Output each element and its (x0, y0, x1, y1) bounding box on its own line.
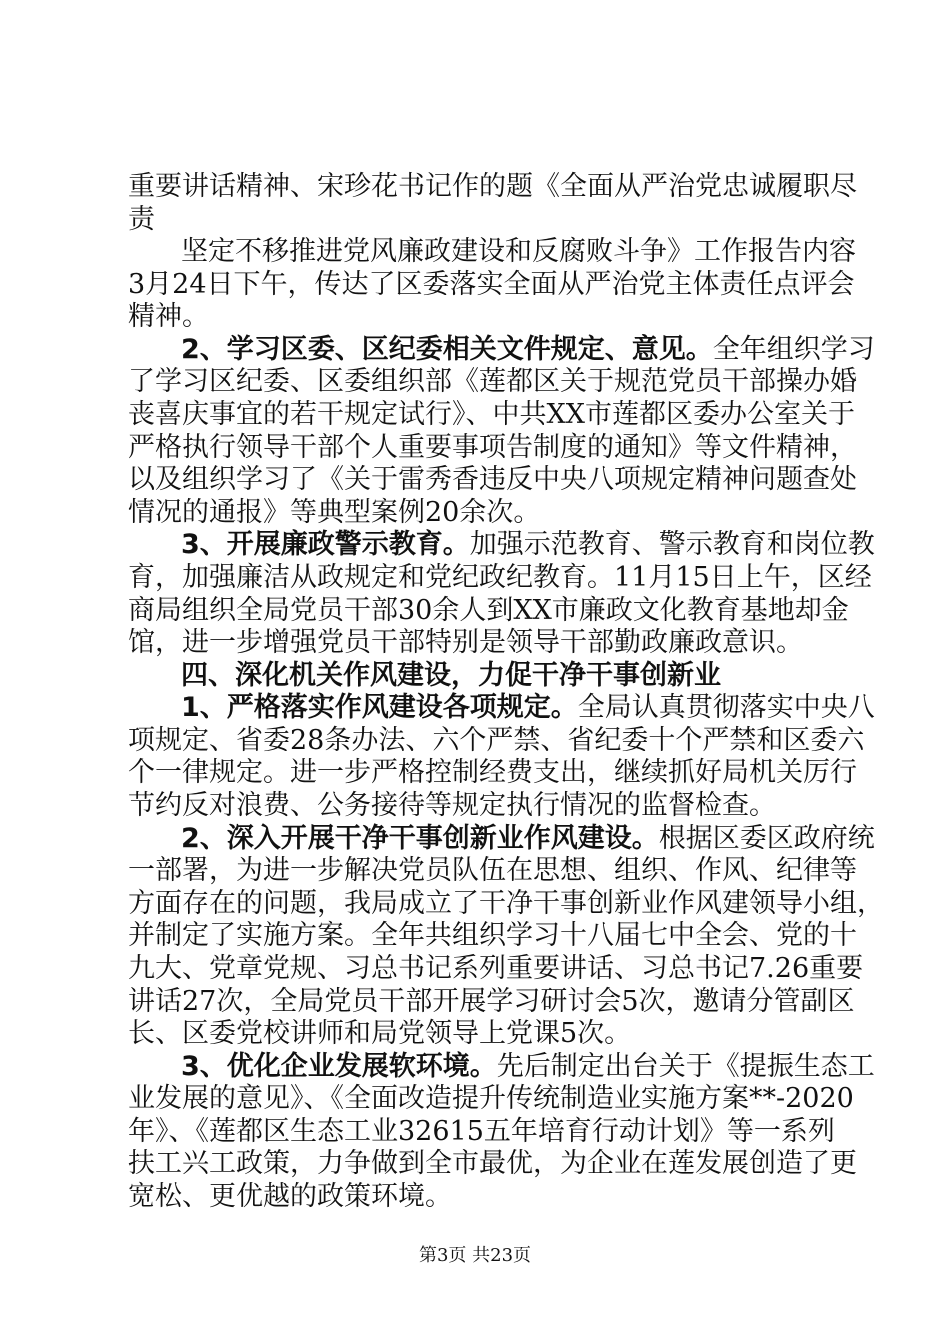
text-line: 节约反对浪费、公务接待等规定执行情况的监督检查。 (128, 790, 776, 821)
text-line: 3月24日下午，传达了区委落实全面从严治党主体责任点评会 (128, 269, 855, 300)
text-line: 九大、党章党规、习总书记系列重要讲话、习总书记7.26重要 (128, 953, 864, 984)
text-line: 方面存在的问题，我局成立了干净干事创新业作风建领导小组， (128, 888, 884, 919)
text-line: 年》、《莲都区生态工业32615五年培育行动计划》等一系列 (128, 1116, 835, 1147)
text-line: 情况的通报》等典型案例20余次。 (128, 497, 541, 528)
bold-heading: 3、优化企业发展软环境。 (181, 1051, 497, 1082)
text-line: 宽松、更优越的政策环境。 (128, 1181, 452, 1212)
text-line: 精神。 (128, 301, 209, 332)
text-line: 责 (128, 204, 155, 235)
bold-heading: 2、深入开展干净干事创新业作风建设。 (181, 823, 659, 854)
page-footer: 第3页 共23页 (418, 1245, 532, 1266)
bold-heading: 3、开展廉政警示教育。 (181, 529, 470, 560)
bold-heading: 2、学习区委、区纪委相关文件规定、意见。 (181, 334, 713, 365)
text-line: 重要讲话精神、宋珍花书记作的题《全面从严治党忠诚履职尽 (128, 171, 857, 202)
text-line: 业发展的意见》、《全面改造提升传统制造业实施方案**-2020 (128, 1083, 854, 1114)
section-heading-line (181, 659, 840, 692)
text-line: 项规定、省委28条办法、六个严禁、省纪委十个严禁和区委六 (128, 725, 865, 756)
text-line: 了学习区纪委、区委组织部《莲都区关于规范党员干部操办婚 (128, 366, 857, 397)
text-line: 长、区委党校讲师和局党领导上党课5次。 (128, 1018, 632, 1049)
paragraph-heading-line: 3、开展廉政警示教育。加强示范教育、警示教育和岗位教 (181, 529, 875, 560)
text-line: 商局组织全局党员干部30余人到XX市廉政文化教育基地却金 (128, 595, 849, 626)
text-line: 坚定不移推进党风廉政建设和反腐败斗争》工作报告内容 (181, 236, 856, 267)
text-line: 个一律规定。进一步严格控制经费支出，继续抓好局机关厉行 (128, 757, 857, 788)
paragraph-heading-line: 2、深入开展干净干事创新业作风建设。根据区委区政府统 (181, 823, 875, 854)
paragraph-heading-line: 3、优化企业发展软环境。先后制定出台关于《提振生态工 (181, 1051, 875, 1082)
text-line: 并制定了实施方案。全年共组织学习十八届七中全会、党的十 (128, 920, 857, 951)
text-line: 丧喜庆事宜的若干规定试行》、中共XX市莲都区委办公室关于 (128, 399, 855, 430)
text-line: 馆，进一步增强党员干部特别是领导干部勤政廉政意识。 (128, 627, 803, 658)
text-line: 严格执行领导干部个人重要事项告制度的通知》等文件精神， (128, 432, 857, 463)
text-line: 一部署，为进一步解决党员队伍在思想、组织、作风、纪律等 (128, 855, 857, 886)
text-line: 以及组织学习了《关于雷秀香违反中央八项规定精神问题查处 (128, 464, 857, 495)
bold-heading: 1、严格落实作风建设各项规定。 (181, 692, 578, 723)
text-line: 育，加强廉洁从政规定和党纪政纪教育。11月15日上午，区经 (128, 562, 872, 593)
paragraph-heading-line: 2、学习区委、区纪委相关文件规定、意见。全年组织学习 (181, 334, 875, 365)
text-line: 讲话27次，全局党员干部开展学习研讨会5次，邀请分管副区 (128, 986, 855, 1017)
paragraph-heading-line: 1、严格落实作风建设各项规定。全局认真贯彻落实中央八 (181, 692, 875, 723)
section-heading: 四、深化机关作风建设，力促干净干事创新业 (181, 660, 721, 691)
text-line: 扶工兴工政策，力争做到全市最优，为企业在莲发展创造了更 (128, 1148, 857, 1179)
